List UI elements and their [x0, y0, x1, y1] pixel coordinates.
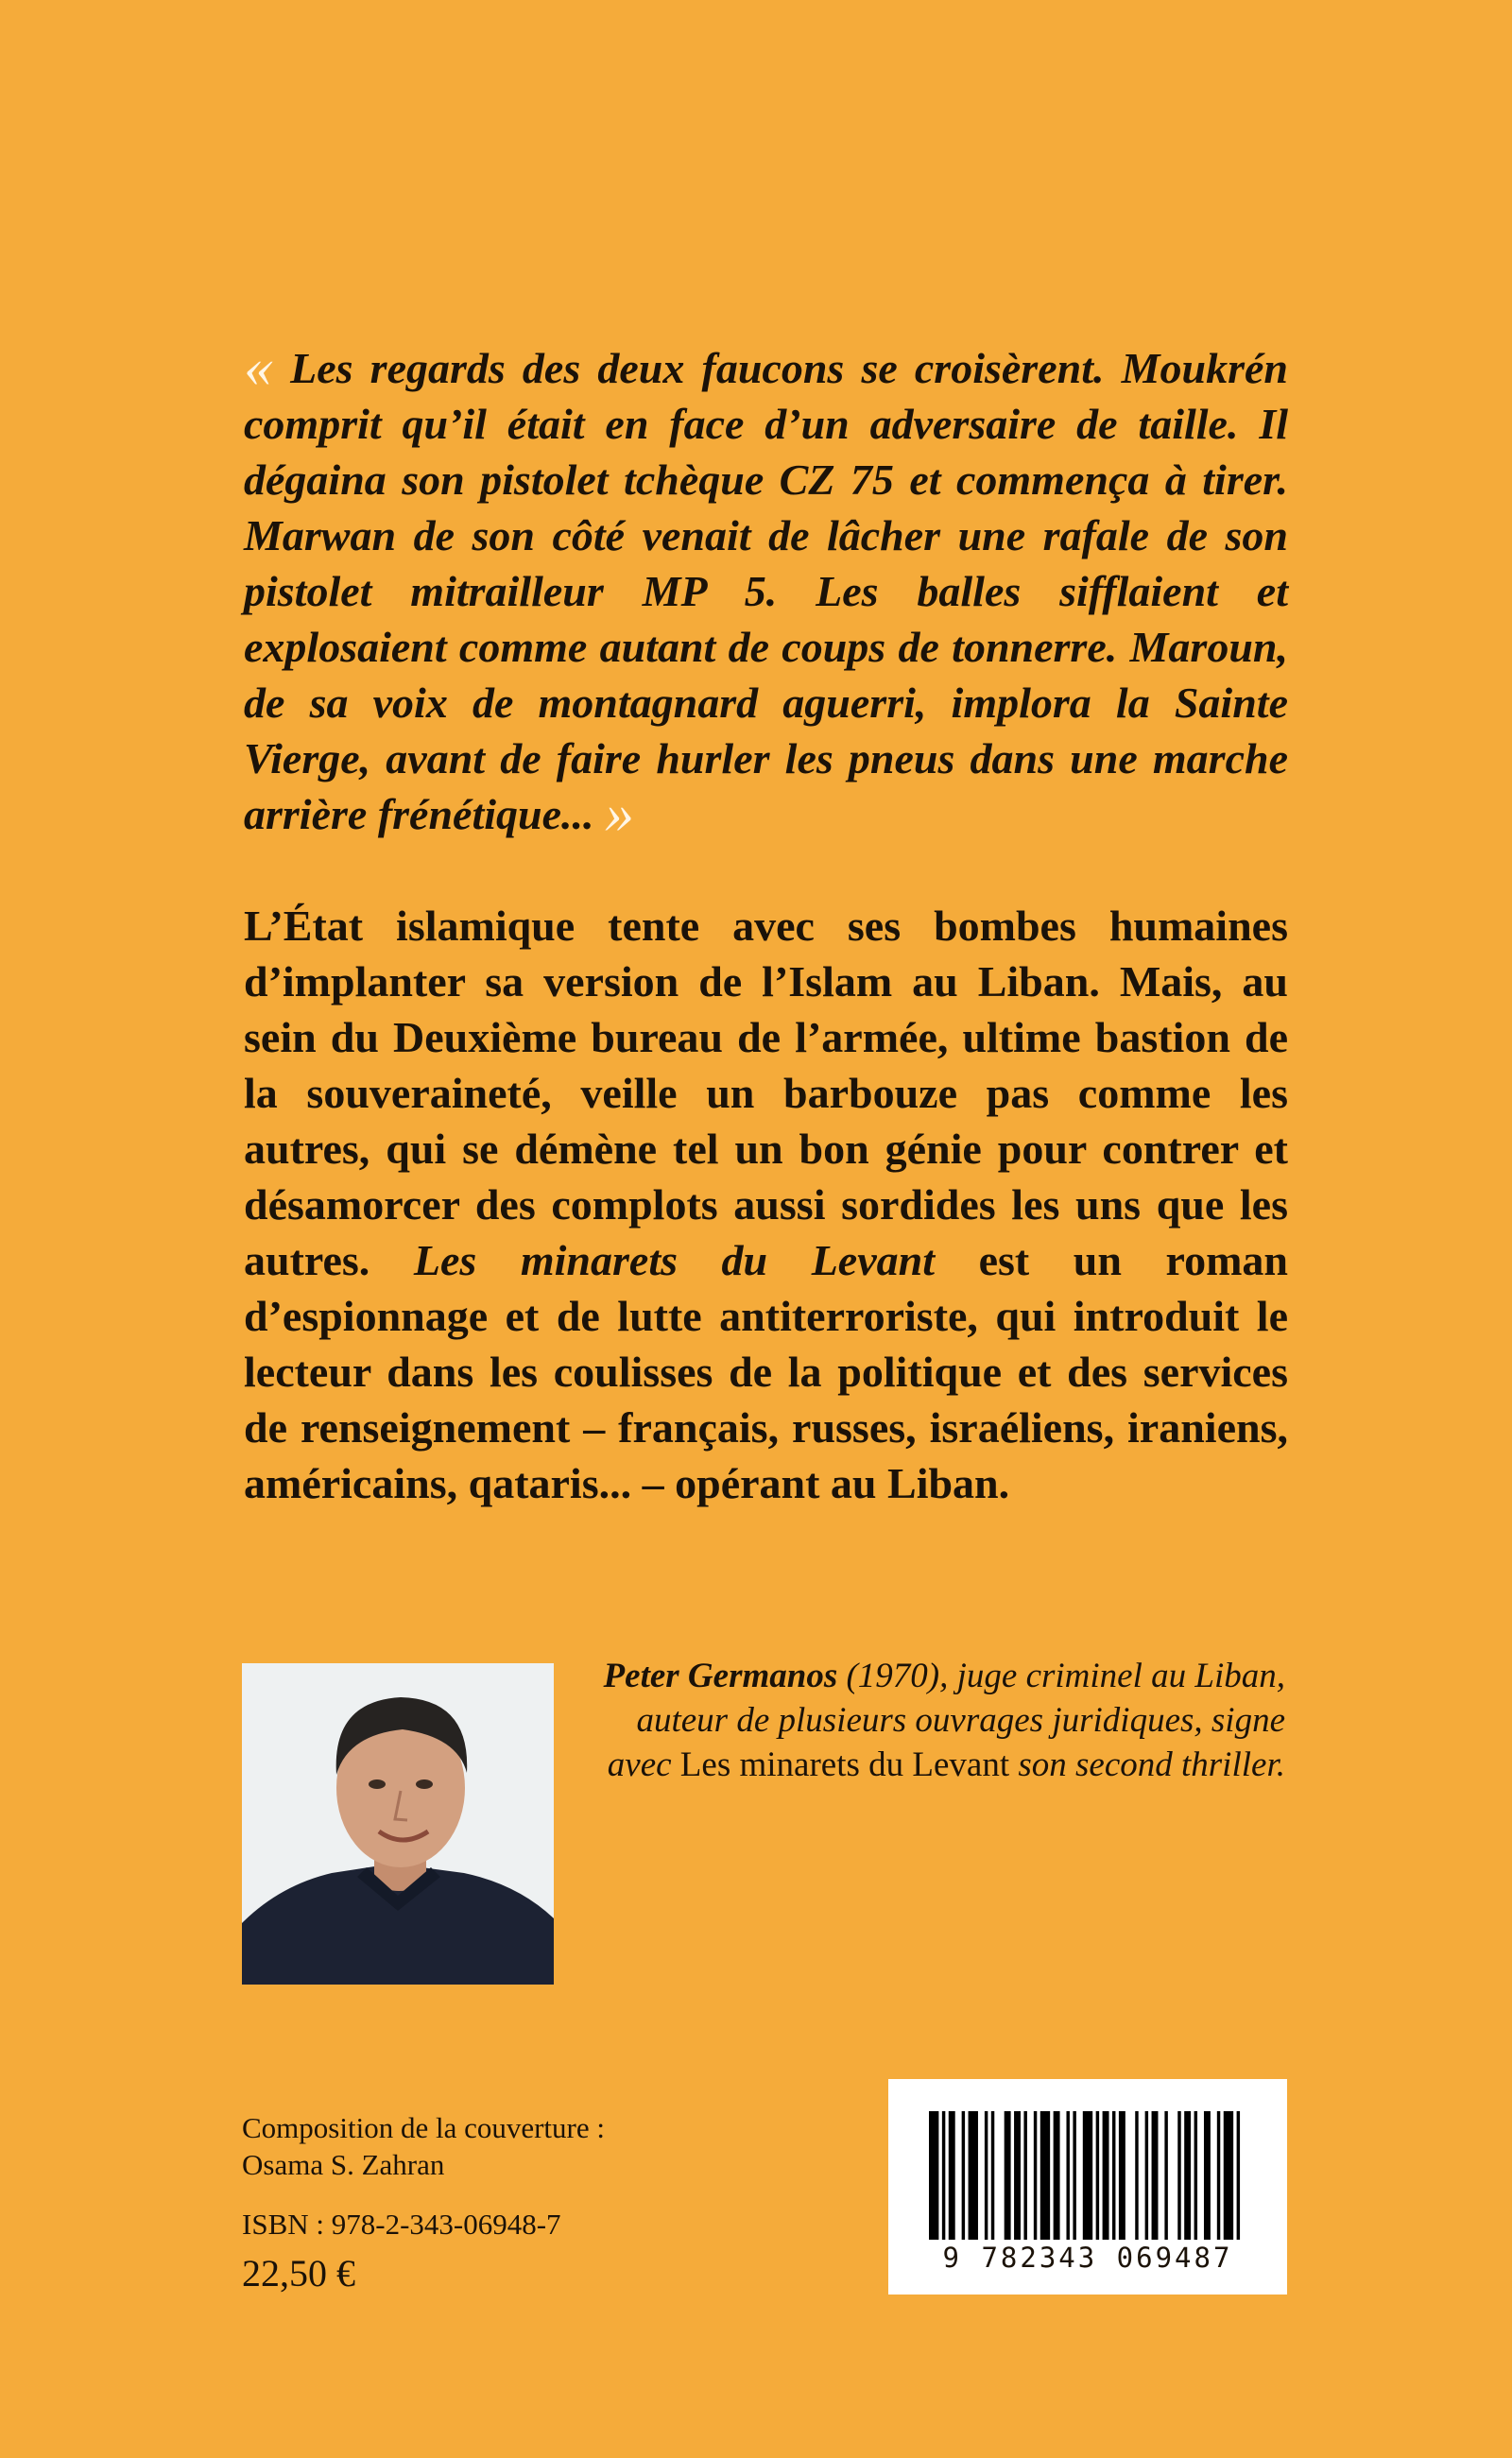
barcode-bars [929, 2111, 1246, 2240]
barcode-bar [1224, 2111, 1233, 2240]
barcode-bar [991, 2111, 994, 2240]
cover-credits [242, 2109, 771, 2183]
summary-part-2: est un roman d’espionnage et de lutte antiterroriste, qui introduit le lecteur dans les coulisses de la politique et des services de renseignement – français, russes, israéliens, iraniens, américains, qataris... – opérant au Liban. [244, 1236, 1288, 1507]
barcode-bar [1054, 2111, 1060, 2240]
barcode-bar [1194, 2111, 1197, 2240]
author-bio-end: son second thriller. [1018, 1745, 1285, 1784]
barcode-bar [1237, 2111, 1240, 2240]
open-quote-mark: « [244, 335, 273, 400]
credits-designer: Osama S. Zahran [242, 2148, 445, 2181]
barcode-bar [1014, 2111, 1021, 2240]
barcode-bar [949, 2111, 955, 2240]
barcode-bar [1023, 2111, 1026, 2240]
barcode-bar [1034, 2111, 1037, 2240]
credits-label: Composition de la couverture : [242, 2111, 605, 2144]
barcode-bar [1145, 2111, 1148, 2240]
excerpt-text: Les regards des deux faucons se croisèrent. Moukrén comprit qu’il était en face d’un adversaire de taille. Il dégaina son pistolet tchèque CZ 75 et commença à tirer. Marwan de son côté venait de lâcher une rafale de son pistolet mitrailleur MP 5. Les balles sifflaient et explosaient comme autant de coups de tonnerre. Maroun, de sa voix de montagnard aguerri, implora la Sainte Vierge, avant de faire hurler les pneus dans une marche arrière frénétique... [244, 344, 1289, 838]
author-bio-text: (1970), juge criminel au Liban, auteur de plusieurs ouvrages juridiques, signe avec [607, 1657, 1285, 1784]
barcode-bar [1135, 2111, 1138, 2240]
barcode-bar [1217, 2111, 1220, 2240]
barcode-bar [1184, 2111, 1191, 2240]
barcode-bar [962, 2111, 965, 2240]
barcode-bar [1066, 2111, 1069, 2240]
excerpt-quote [244, 335, 1289, 846]
isbn: ISBN : 978-2-343-06948-7 [242, 2208, 561, 2241]
close-quote-mark: » [605, 782, 635, 846]
barcode-bar [1152, 2111, 1159, 2240]
barcode-bar [1119, 2111, 1125, 2240]
barcode-bar [969, 2111, 978, 2240]
author-photo [242, 1663, 554, 1985]
barcode-bar [985, 2111, 988, 2240]
barcode-bar [1103, 2111, 1109, 2240]
barcode-bar [1164, 2111, 1167, 2240]
barcode-bar [1073, 2111, 1075, 2240]
author-bio [567, 1654, 1285, 1787]
author-book-title: Les minarets du Levant [679, 1745, 1010, 1784]
price: 22,50 € [242, 2252, 355, 2295]
barcode-bar [929, 2111, 938, 2240]
barcode-bar [1177, 2111, 1180, 2240]
barcode [888, 2079, 1287, 2295]
barcode-bar [942, 2111, 945, 2240]
barcode-bar [1096, 2111, 1099, 2240]
author-name: Peter Germanos [603, 1657, 838, 1695]
barcode-bar [1040, 2111, 1050, 2240]
barcode-bar [1112, 2111, 1115, 2240]
summary-book-title: Les minarets du Levant [413, 1236, 936, 1284]
book-summary [244, 898, 1288, 1511]
summary-part-1: L’État islamique tente avec ses bombes humaines d’implanter sa version de l’Islam au Liban. Mais, au sein du Deuxième bureau de l’armée, ultime bastion de la souveraineté, veille un barbouze pas comme les autres, qui se démène tel un bon génie pour contrer et désamorcer des complots aussi sordides les uns que les autres. [244, 902, 1288, 1284]
barcode-bar [1005, 2111, 1011, 2240]
barcode-number: 9 782343 069487 [942, 2242, 1233, 2274]
barcode-bar [1204, 2111, 1211, 2240]
barcode-bar [1083, 2111, 1092, 2240]
